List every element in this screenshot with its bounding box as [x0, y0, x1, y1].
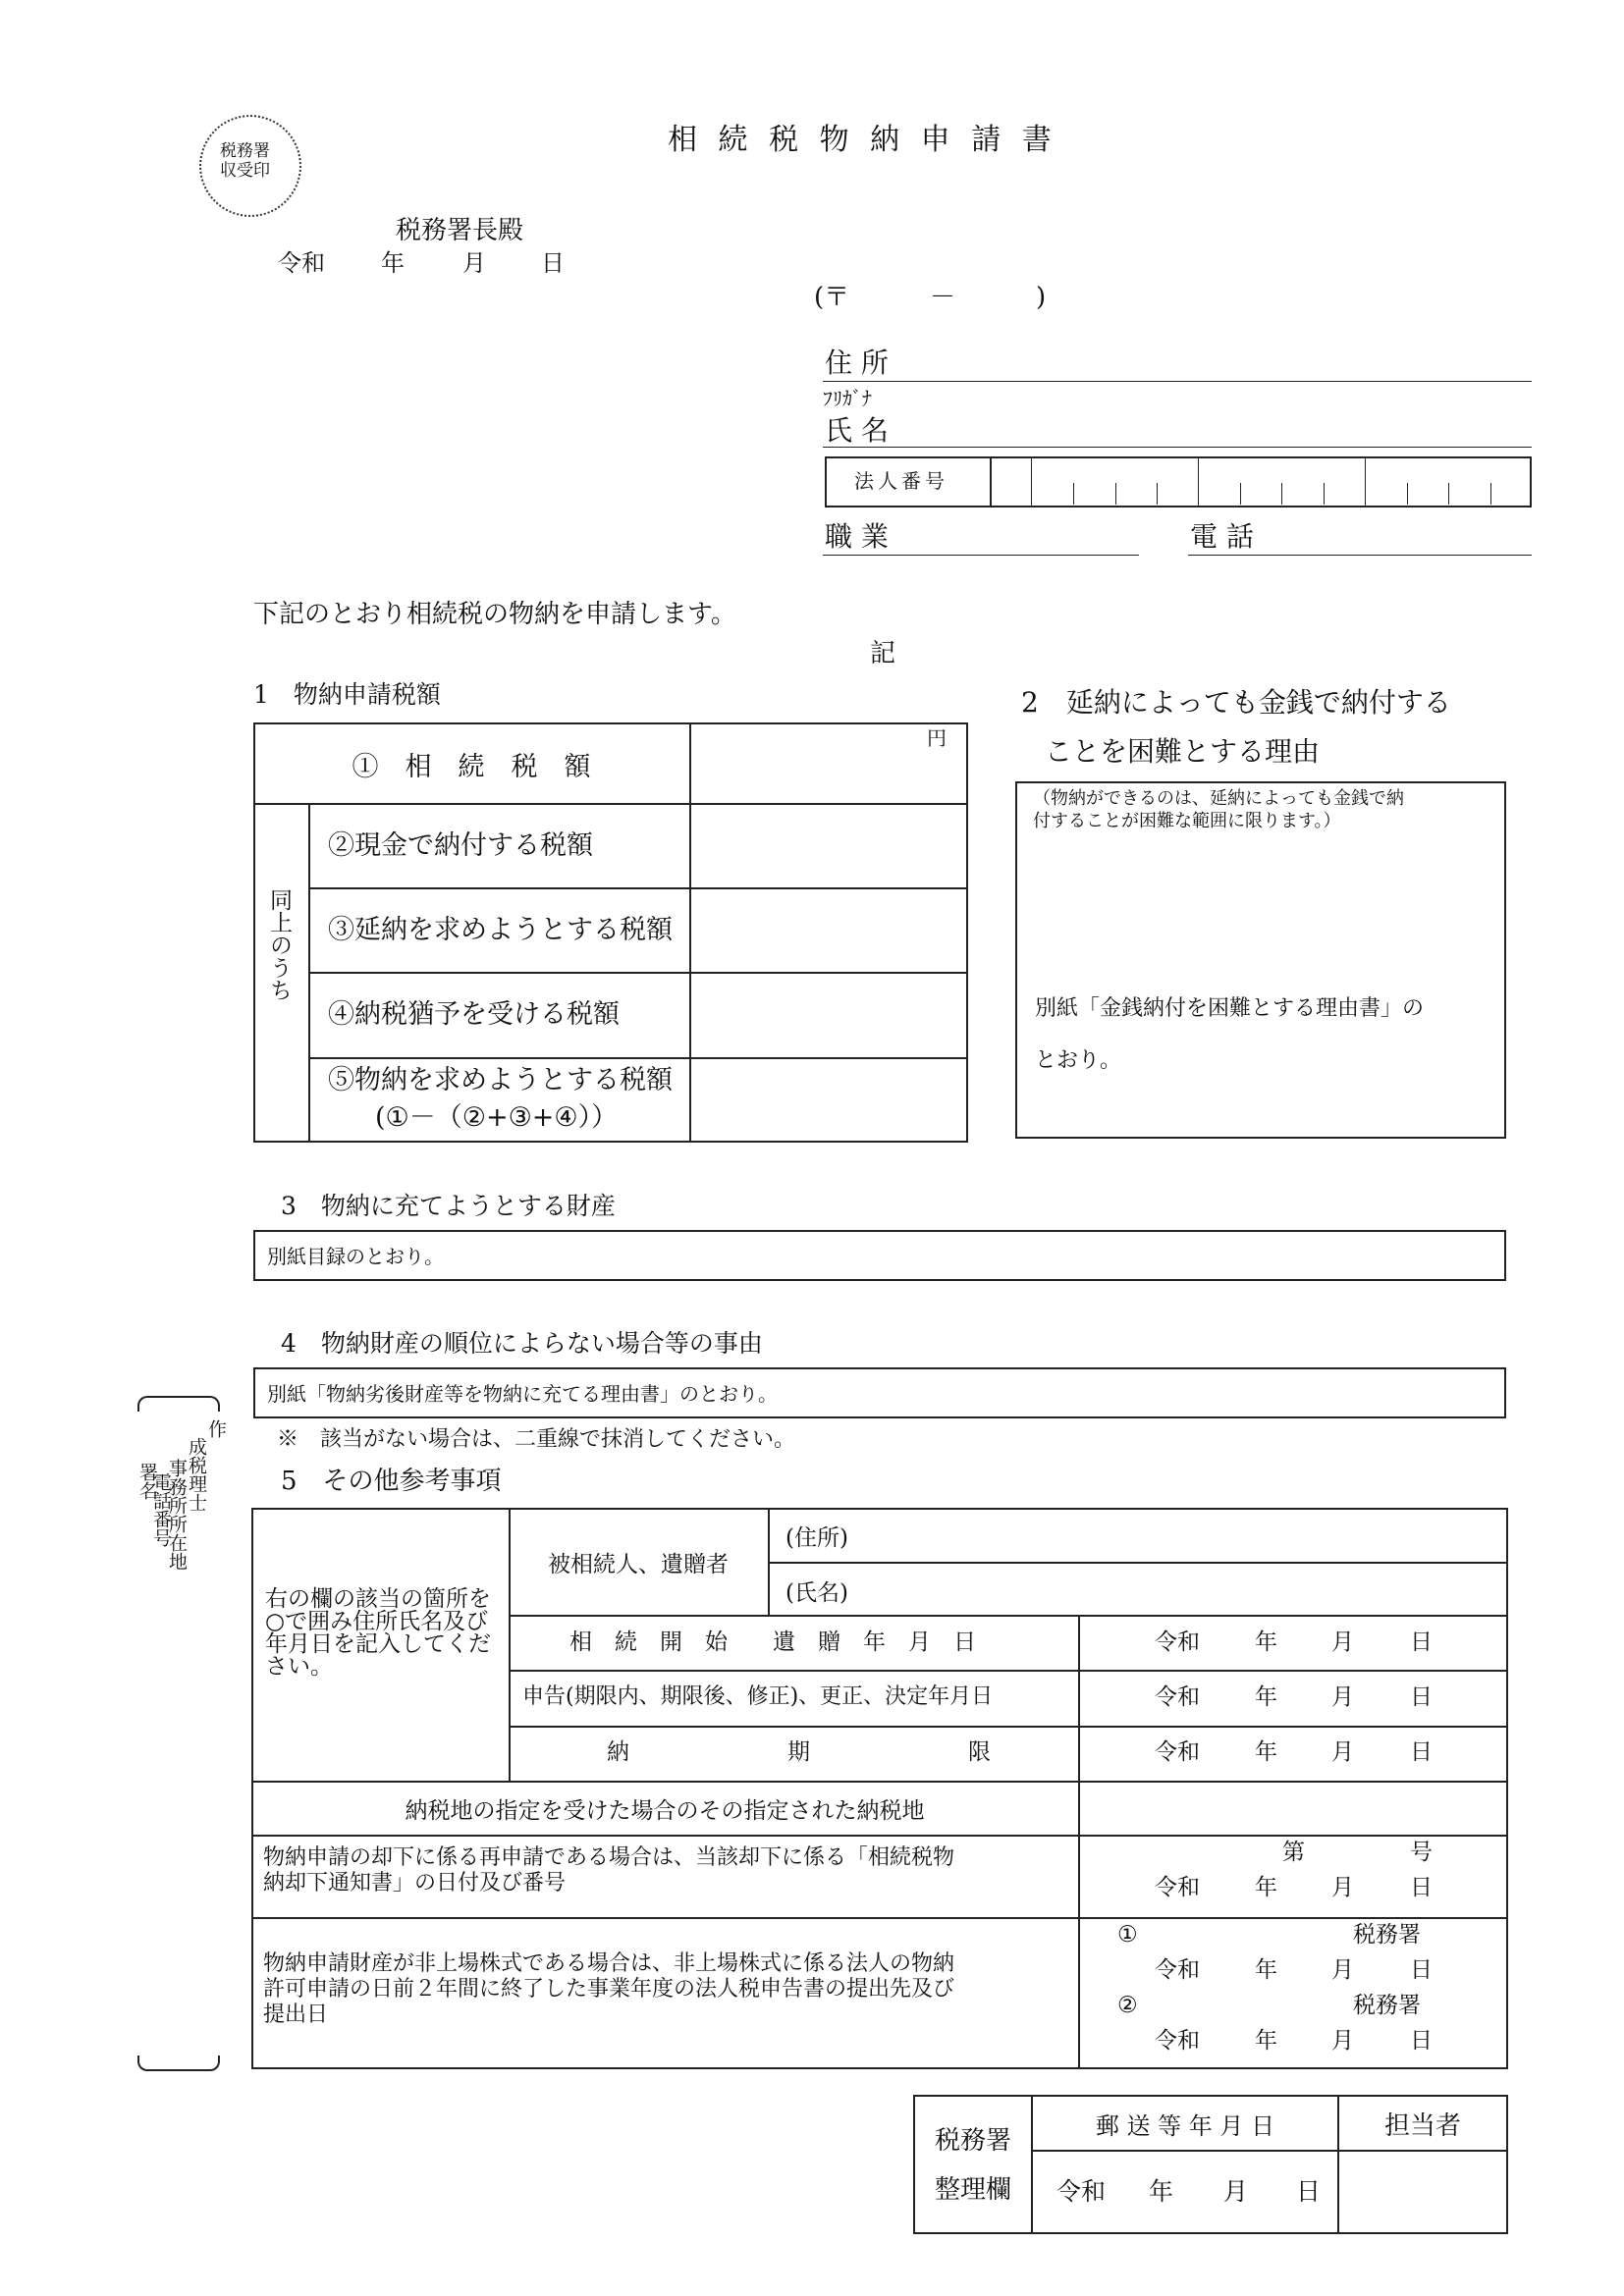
- address-line[interactable]: [823, 381, 1532, 382]
- stamp-line2: 収受印: [220, 161, 270, 181]
- address-label: 住 所: [825, 347, 889, 379]
- preparer-col-1: 作: [205, 1419, 227, 1438]
- office-col2-header: 担当者: [1383, 2110, 1461, 2141]
- office-col1-header: 郵 送 等 年 月 日: [1095, 2111, 1275, 2140]
- row1-label: ① 相 続 税 額: [352, 751, 591, 782]
- date-month: 月: [462, 249, 486, 277]
- section3-heading: 3 物納に充てようとする財産: [281, 1192, 616, 1220]
- decedent-name: (氏名): [785, 1580, 848, 1606]
- preparer-col-2: 成税理士: [186, 1437, 207, 1512]
- section2-heading-2: ことを困難とする理由: [1045, 735, 1321, 768]
- office-label-2: 整理欄: [935, 2175, 1012, 2205]
- date-era: 令和: [278, 249, 325, 277]
- furigana-label: ﾌﾘｶﾞﾅ: [823, 387, 872, 410]
- section2-box[interactable]: [1015, 781, 1506, 1139]
- name-line[interactable]: [823, 447, 1532, 448]
- corp-divider: [990, 456, 992, 507]
- date-year: 年: [381, 249, 405, 277]
- preparer-col-3: 事務所所在地: [166, 1459, 188, 1571]
- phone-label: 電 話: [1190, 520, 1254, 553]
- yen-unit: 円: [927, 726, 947, 750]
- section3-body: 別紙目録のとおり。: [267, 1245, 444, 1268]
- row4-label: ④納税猶予を受ける税額: [328, 999, 620, 1030]
- side-label: 同上のうち: [266, 888, 292, 1001]
- unlisted-line1: 物納申請財産が非上場株式である場合は、非上場株式に係る法人の物納: [263, 1951, 955, 1976]
- inheritance-start-label: 相 続 開 始 遺 贈 年 月 日: [569, 1629, 976, 1655]
- intro-text: 下記のとおり相続税の物納を申請します。: [253, 600, 736, 629]
- addressee: 税務署長殿: [396, 216, 524, 245]
- preparer-col-5: 電話番号: [150, 1472, 172, 1547]
- section2-note-1: （物納ができるのは、延納によっても金銭で納: [1033, 788, 1404, 809]
- preparer-col-4: 署名: [136, 1463, 158, 1500]
- section2-heading-1: 2 延納によっても金銭で納付する: [1021, 686, 1451, 719]
- unlisted-line2: 許可申請の日前２年間に終了した事業年度の法人税申告書の提出先及び: [263, 1977, 955, 2002]
- date-day: 日: [541, 249, 565, 277]
- note-text: ※ 該当がない場合は、二重線で抹消してください。: [277, 1427, 796, 1452]
- occupation-line[interactable]: [823, 555, 1139, 556]
- phone-line[interactable]: [1188, 555, 1532, 556]
- section1-heading: 1 物納申請税額: [253, 680, 441, 709]
- row5-formula: (①－（②+③+④））: [375, 1102, 619, 1133]
- decedent-address: (住所): [785, 1525, 848, 1551]
- unlisted-line3: 提出日: [263, 2002, 329, 2027]
- occupation-label: 職 業: [825, 520, 889, 553]
- tax-place-label: 納税地の指定を受けた場合のその指定された納税地: [405, 1798, 925, 1824]
- row2-label: ②現金で納付する税額: [328, 830, 593, 861]
- postal-dash: －: [930, 283, 956, 312]
- office-label-1: 税務署: [935, 2126, 1012, 2156]
- section5-instructions: 右の欄の該当の箇所を○で囲み住所氏名及び年月日を記入してください。: [265, 1586, 491, 1680]
- section4-heading: 4 物納財産の順位によらない場合等の事由: [281, 1329, 763, 1358]
- declaration-label: 申告(期限内、期限後、修正)、更正、決定年月日: [522, 1684, 994, 1709]
- name-label: 氏 名: [825, 414, 889, 447]
- postal-close: ): [1036, 283, 1047, 312]
- section4-body: 別紙「物納劣後財産等を物納に充てる理由書」のとおり。: [267, 1382, 778, 1406]
- section2-body-2: とおり。: [1035, 1048, 1122, 1073]
- deadline-label: 納 期 限: [607, 1739, 991, 1765]
- section2-note-2: 付することが困難な範囲に限ります。）: [1033, 811, 1341, 831]
- corp-number-label: 法人番号: [854, 469, 948, 493]
- row5-label: ⑤物納を求めようとする税額: [328, 1065, 673, 1095]
- section5-heading: 5 その他参考事項: [281, 1467, 502, 1496]
- ki-text: 記: [870, 639, 896, 668]
- preparer-bracket-bottom: [137, 2056, 220, 2071]
- decedent-label: 被相続人、遺贈者: [548, 1552, 729, 1577]
- section2-body-1: 別紙「金銭納付を困難とする理由書」の: [1035, 996, 1425, 1021]
- preparer-bracket-top: [137, 1396, 220, 1412]
- postal-open: (〒: [814, 283, 850, 312]
- page-title: 相 続 税 物 納 申 請 書: [668, 123, 1057, 157]
- reapply-line2: 納却下通知書」の日付及び番号: [263, 1871, 567, 1896]
- reapply-line1: 物納申請の却下に係る再申請である場合は、当該却下に係る「相続税物: [263, 1845, 955, 1870]
- stamp-line1: 税務署: [220, 141, 270, 161]
- office-staff-field[interactable]: [1339, 2152, 1506, 2232]
- row3-label: ③延納を求めようとする税額: [328, 915, 673, 945]
- page: 税務署 収受印 相 続 税 物 納 申 請 書 税務署長殿 令和 年 月 日 (〒 － ) 住 所 ﾌﾘｶﾞﾅ 氏 名 法人番号 職 業 電 話 下記のとおり相続税の物納を申請します。 記 1 物納申請税額 円 ① 相 続 税 額 ②現金で納付する税額 ③延納を求めようとする税額 ④納税猶予を受ける税額 ⑤物納を求めようとする税額 (①－（②+③+④）） 同上のうち 2 延納によっても金銭で納付する ことを困難とする理由 （物納ができるのは、延納によっても金銭で納 付することが困難な範囲に限ります。） 別紙「金銭納付を困難とする理由書」の とおり。 3 物納に充てようとする財産 別紙目録のとおり。 4 物納財産の順位によらない場合等の事由 別紙「物納劣後財産等を物納に充てる理由書」のとおり。 ※ 該当がない場合は、二重線で抹消してください。 作 成税理士 事務所所在地 署名 電話番号 5 その他参考事項 右の欄の該当の箇所を○で囲み住所氏名及び年月日を記入してください。 被相続人、遺贈者 (住所) (氏名) 相 続 開 始 遺 贈 年 月 日 申告(期限内、期限後、修正)、更正、決定年月日 納 期 限 納税地の指定を受けた場合のその指定された納税地 物納申請の却下に係る再申請である場合は、当該却下に係る「相続税物 納却下通知書」の日付及び番号 物納申請財産が非上場株式である場合は、非上場株式に係る法人の物納 許可申請の日前２年間に終了した事業年度の法人税申告書の提出先及び 提出日 令和 年 月 日 令和 年 月 日 令和 年 月 日 第 号 令和 年 月 日 ① 税務署 令和 年 月 日 ② 税務署 令和 年 月 日 税務署 整理欄 郵 送 等 年 月 日 担当者 令和 年 月 日: [0, 0, 1624, 2296]
